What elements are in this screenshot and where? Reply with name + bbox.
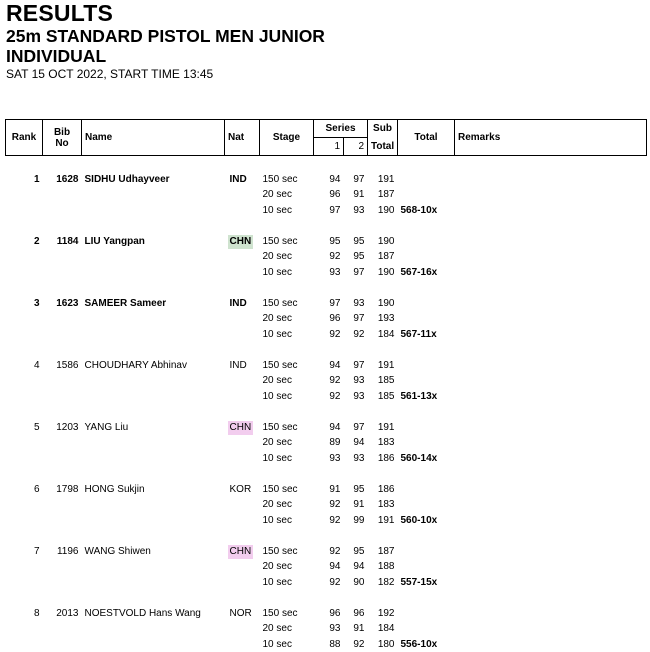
stage-cell: 10 sec — [260, 575, 314, 591]
series2-cell: 97 — [344, 265, 368, 281]
series2-cell: 93 — [344, 389, 368, 405]
nat-cell — [225, 544, 260, 560]
row-spacer — [6, 218, 647, 234]
series1-cell: 94 — [314, 172, 344, 188]
series2-cell: 94 — [344, 435, 368, 451]
stage-cell: 20 sec — [260, 435, 314, 451]
rank-cell: 6 — [6, 482, 43, 498]
bib-cell: 1203 — [43, 420, 82, 436]
series2-cell: 92 — [344, 327, 368, 343]
remarks-cell — [455, 249, 647, 265]
series1-cell: 92 — [314, 513, 344, 529]
bib-cell: 1184 — [43, 234, 82, 250]
table-header — [6, 120, 647, 156]
series1-cell: 96 — [314, 606, 344, 622]
stage-cell: 150 sec — [260, 234, 314, 250]
series1-cell: 92 — [314, 575, 344, 591]
stage-cell: 150 sec — [260, 544, 314, 560]
remarks-cell — [455, 234, 647, 250]
stage-cell: 150 sec — [260, 358, 314, 374]
stage-cell: 150 sec — [260, 172, 314, 188]
stage-cell: 10 sec — [260, 203, 314, 219]
series1-cell: 92 — [314, 497, 344, 513]
stage-cell: 20 sec — [260, 311, 314, 327]
table-row — [6, 358, 647, 374]
series2-cell: 95 — [344, 234, 368, 250]
bib-cell: 1623 — [43, 296, 82, 312]
subtotal-cell: 180 — [368, 637, 398, 652]
col-remarks: Remarks — [455, 120, 647, 156]
bib-cell: 1628 — [43, 172, 82, 188]
subtotal-cell: 186 — [368, 482, 398, 498]
remarks-cell — [455, 435, 647, 451]
athlete-name: SIDHU Udhayveer — [82, 172, 225, 188]
results-table — [5, 119, 647, 652]
total-cell: 560-10x — [398, 513, 455, 529]
page-title: RESULTS — [6, 2, 325, 25]
table-row — [6, 559, 647, 575]
series1-cell: 88 — [314, 637, 344, 652]
table-row — [6, 249, 647, 265]
series2-cell: 95 — [344, 482, 368, 498]
series1-cell: 94 — [314, 358, 344, 374]
table-row — [6, 265, 647, 281]
remarks-cell — [455, 544, 647, 560]
nation-code: IND — [228, 359, 249, 373]
series1-cell: 97 — [314, 296, 344, 312]
total-cell: 568-10x — [398, 203, 455, 219]
row-spacer — [6, 404, 647, 420]
series2-cell: 97 — [344, 358, 368, 374]
series2-cell: 96 — [344, 606, 368, 622]
rank-cell: 4 — [6, 358, 43, 374]
athlete-name: HONG Sukjin — [82, 482, 225, 498]
remarks-cell — [455, 606, 647, 622]
series2-cell: 94 — [344, 559, 368, 575]
subtotal-cell: 191 — [368, 513, 398, 529]
table-row — [6, 389, 647, 405]
subtotal-cell: 183 — [368, 497, 398, 513]
nation-code: IND — [228, 173, 249, 187]
series1-cell: 93 — [314, 265, 344, 281]
remarks-cell — [455, 358, 647, 374]
series1-cell: 93 — [314, 621, 344, 637]
nat-cell — [225, 296, 260, 312]
stage-cell: 10 sec — [260, 327, 314, 343]
subtotal-cell: 187 — [368, 249, 398, 265]
stage-cell: 20 sec — [260, 497, 314, 513]
nation-code: IND — [228, 297, 249, 311]
row-spacer — [6, 342, 647, 358]
event-datetime: SAT 15 OCT 2022, START TIME 13:45 — [6, 68, 325, 80]
remarks-cell — [455, 575, 647, 591]
series1-cell: 92 — [314, 373, 344, 389]
nat-cell — [225, 172, 260, 188]
subtotal-cell: 191 — [368, 172, 398, 188]
stage-cell: 10 sec — [260, 513, 314, 529]
col-series-2: 2 — [344, 138, 368, 156]
series2-cell: 99 — [344, 513, 368, 529]
subtotal-cell: 188 — [368, 559, 398, 575]
table-row — [6, 327, 647, 343]
bib-cell: 2013 — [43, 606, 82, 622]
remarks-cell — [455, 373, 647, 389]
table-row — [6, 544, 647, 560]
athlete-name: NOESTVOLD Hans Wang — [82, 606, 225, 622]
subtotal-cell: 190 — [368, 296, 398, 312]
remarks-cell — [455, 327, 647, 343]
table-row — [6, 187, 647, 203]
total-cell: 561-13x — [398, 389, 455, 405]
subtotal-cell: 185 — [368, 389, 398, 405]
nat-cell — [225, 606, 260, 622]
stage-cell: 150 sec — [260, 482, 314, 498]
nat-cell — [225, 358, 260, 374]
subtotal-cell: 193 — [368, 311, 398, 327]
series1-cell: 92 — [314, 249, 344, 265]
remarks-cell — [455, 559, 647, 575]
subtotal-cell: 185 — [368, 373, 398, 389]
remarks-cell — [455, 203, 647, 219]
nation-code: NOR — [228, 607, 254, 621]
subtotal-cell: 184 — [368, 621, 398, 637]
bib-cell: 1196 — [43, 544, 82, 560]
stage-cell: 150 sec — [260, 296, 314, 312]
remarks-cell — [455, 172, 647, 188]
col-sub: Sub — [368, 120, 398, 138]
series1-cell: 96 — [314, 187, 344, 203]
series1-cell: 92 — [314, 327, 344, 343]
series1-cell: 96 — [314, 311, 344, 327]
table-row — [6, 451, 647, 467]
table-row — [6, 203, 647, 219]
athlete-name: WANG Shiwen — [82, 544, 225, 560]
nat-cell — [225, 420, 260, 436]
remarks-cell — [455, 497, 647, 513]
athlete-name: CHOUDHARY Abhinav — [82, 358, 225, 374]
subtotal-cell: 187 — [368, 187, 398, 203]
table-row — [6, 637, 647, 652]
col-rank: Rank — [6, 120, 43, 156]
stage-cell: 10 sec — [260, 389, 314, 405]
series1-cell: 94 — [314, 559, 344, 575]
athlete-name: LIU Yangpan — [82, 234, 225, 250]
row-spacer — [6, 156, 647, 172]
stage-cell: 10 sec — [260, 637, 314, 652]
table-row — [6, 513, 647, 529]
table-row — [6, 234, 647, 250]
nation-code: CHN — [228, 235, 254, 249]
series2-cell: 90 — [344, 575, 368, 591]
series2-cell: 92 — [344, 637, 368, 652]
bib-cell: 1798 — [43, 482, 82, 498]
remarks-cell — [455, 187, 647, 203]
row-spacer — [6, 466, 647, 482]
col-name: Name — [82, 120, 225, 156]
bib-cell: 1586 — [43, 358, 82, 374]
nat-cell — [225, 234, 260, 250]
remarks-cell — [455, 451, 647, 467]
athlete-name: YANG Liu — [82, 420, 225, 436]
rank-cell: 1 — [6, 172, 43, 188]
subtotal-cell: 191 — [368, 358, 398, 374]
col-total: Total — [398, 120, 455, 156]
remarks-cell — [455, 296, 647, 312]
remarks-cell — [455, 420, 647, 436]
table-row — [6, 172, 647, 188]
col-bib: Bib No — [43, 120, 82, 156]
stage-cell: 150 sec — [260, 420, 314, 436]
series1-cell: 89 — [314, 435, 344, 451]
table-row — [6, 621, 647, 637]
nation-code: CHN — [228, 421, 254, 435]
series2-cell: 91 — [344, 497, 368, 513]
series1-cell: 97 — [314, 203, 344, 219]
series2-cell: 93 — [344, 451, 368, 467]
stage-cell: 150 sec — [260, 606, 314, 622]
total-cell: 557-15x — [398, 575, 455, 591]
series1-cell: 91 — [314, 482, 344, 498]
nat-cell — [225, 482, 260, 498]
rank-cell: 2 — [6, 234, 43, 250]
page-header — [6, 2, 325, 80]
subtotal-cell: 184 — [368, 327, 398, 343]
subtotal-cell: 187 — [368, 544, 398, 560]
series2-cell: 91 — [344, 187, 368, 203]
remarks-cell — [455, 513, 647, 529]
stage-cell: 10 sec — [260, 451, 314, 467]
rank-cell: 8 — [6, 606, 43, 622]
series1-cell: 92 — [314, 544, 344, 560]
stage-cell: 20 sec — [260, 373, 314, 389]
row-spacer — [6, 590, 647, 606]
subtotal-cell: 186 — [368, 451, 398, 467]
total-cell: 567-11x — [398, 327, 455, 343]
event-type: INDIVIDUAL — [6, 47, 325, 65]
subtotal-cell: 192 — [368, 606, 398, 622]
rank-cell: 3 — [6, 296, 43, 312]
series1-cell: 94 — [314, 420, 344, 436]
col-series-1: 1 — [314, 138, 344, 156]
subtotal-cell: 190 — [368, 203, 398, 219]
series2-cell: 97 — [344, 172, 368, 188]
remarks-cell — [455, 389, 647, 405]
athlete-name: SAMEER Sameer — [82, 296, 225, 312]
series1-cell: 92 — [314, 389, 344, 405]
remarks-cell — [455, 482, 647, 498]
table-row — [6, 482, 647, 498]
table-body — [6, 156, 647, 652]
rank-cell: 5 — [6, 420, 43, 436]
remarks-cell — [455, 311, 647, 327]
subtotal-cell: 190 — [368, 265, 398, 281]
series2-cell: 95 — [344, 544, 368, 560]
series1-cell: 93 — [314, 451, 344, 467]
series2-cell: 95 — [344, 249, 368, 265]
subtotal-cell: 182 — [368, 575, 398, 591]
col-stage: Stage — [260, 120, 314, 156]
series2-cell: 97 — [344, 420, 368, 436]
total-cell: 567-16x — [398, 265, 455, 281]
col-series: Series — [314, 120, 368, 138]
row-spacer — [6, 528, 647, 544]
remarks-cell — [455, 265, 647, 281]
table-row — [6, 296, 647, 312]
col-nat: Nat — [225, 120, 260, 156]
table-row — [6, 311, 647, 327]
table-row — [6, 575, 647, 591]
table-row — [6, 435, 647, 451]
stage-cell: 20 sec — [260, 187, 314, 203]
stage-cell: 10 sec — [260, 265, 314, 281]
event-name: 25m STANDARD PISTOL MEN JUNIOR — [6, 27, 325, 45]
remarks-cell — [455, 621, 647, 637]
series2-cell: 93 — [344, 203, 368, 219]
series2-cell: 93 — [344, 296, 368, 312]
subtotal-cell: 183 — [368, 435, 398, 451]
total-cell: 556-10x — [398, 637, 455, 652]
rank-cell: 7 — [6, 544, 43, 560]
table-row — [6, 606, 647, 622]
remarks-cell — [455, 637, 647, 652]
col-subtotal: Total — [368, 138, 398, 156]
series2-cell: 91 — [344, 621, 368, 637]
table-row — [6, 373, 647, 389]
series2-cell: 97 — [344, 311, 368, 327]
subtotal-cell: 191 — [368, 420, 398, 436]
stage-cell: 20 sec — [260, 559, 314, 575]
stage-cell: 20 sec — [260, 249, 314, 265]
table-row — [6, 497, 647, 513]
stage-cell: 20 sec — [260, 621, 314, 637]
nation-code: CHN — [228, 545, 254, 559]
series1-cell: 95 — [314, 234, 344, 250]
table-row — [6, 420, 647, 436]
row-spacer — [6, 280, 647, 296]
series2-cell: 93 — [344, 373, 368, 389]
total-cell: 560-14x — [398, 451, 455, 467]
nation-code: KOR — [228, 483, 254, 497]
subtotal-cell: 190 — [368, 234, 398, 250]
